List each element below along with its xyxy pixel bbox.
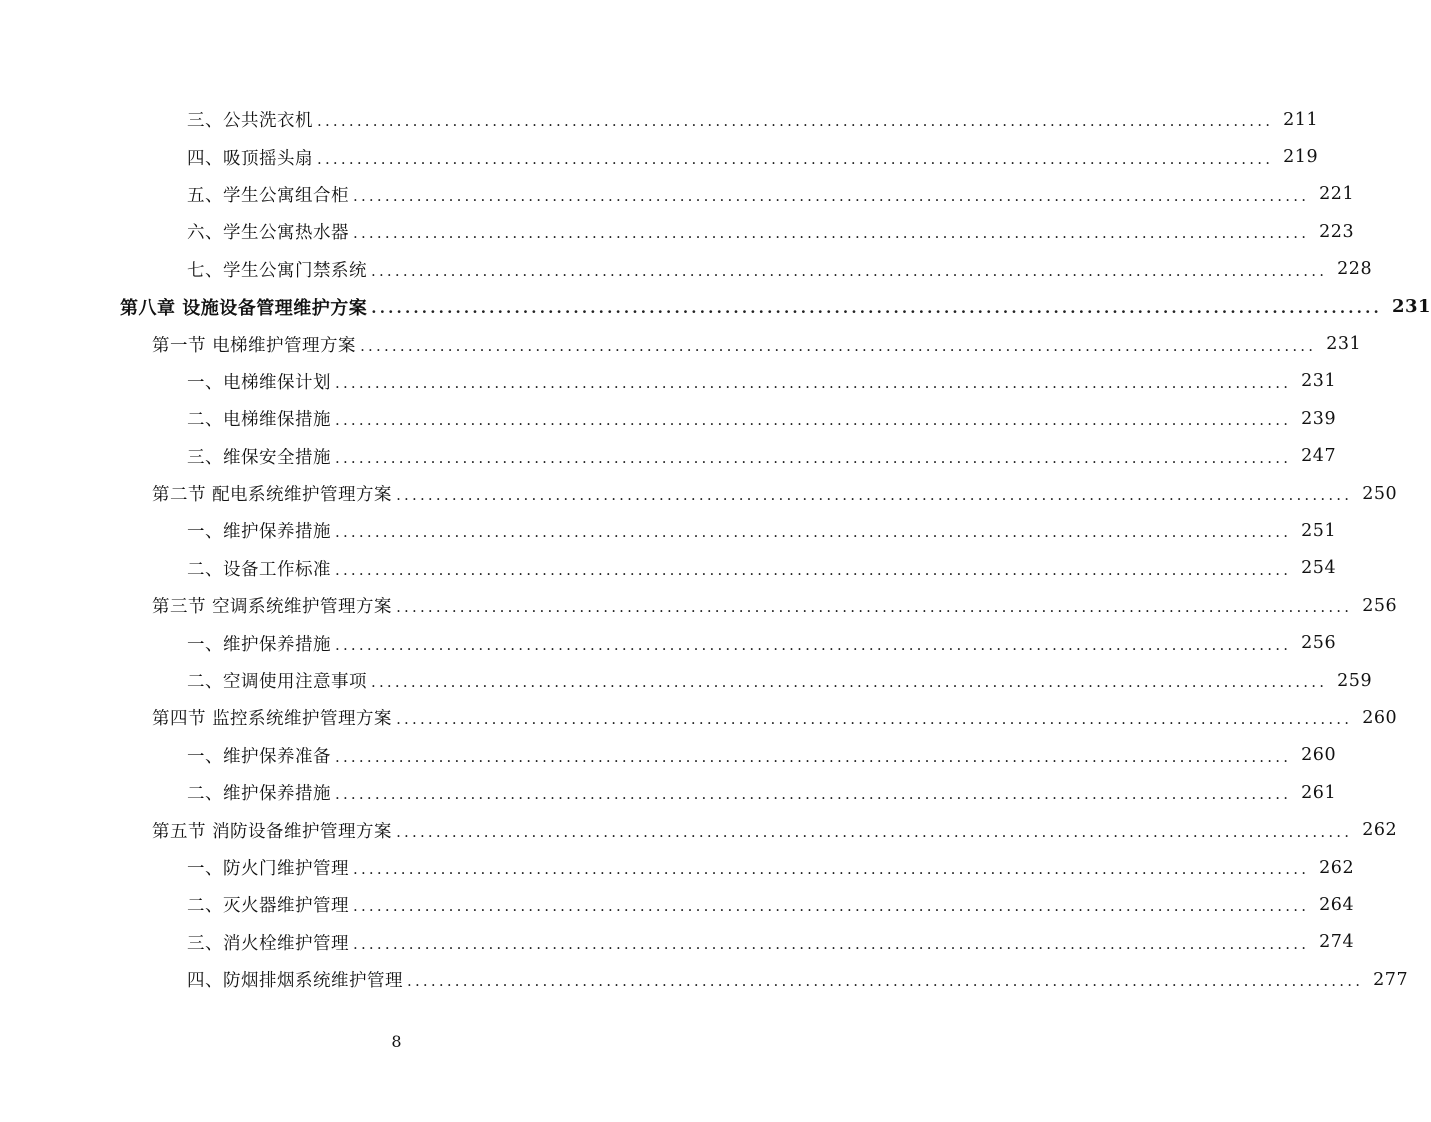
toc-entry-label: 七、学生公寓门禁系统 bbox=[187, 260, 367, 281]
toc-subsection-entry[interactable] bbox=[187, 213, 1355, 250]
toc-entry-page: 260 bbox=[1362, 707, 1398, 728]
toc-entry-page: 211 bbox=[1283, 109, 1319, 130]
toc-dot-leader: ........................................................................................................................ bbox=[396, 598, 1353, 617]
toc-dot-leader: ........................................................................................................................ bbox=[335, 747, 1292, 766]
toc-dot-leader: ........................................................................................................................ bbox=[371, 299, 1382, 318]
toc-entry-label: 四、防烟排烟系统维护管理 bbox=[187, 971, 403, 992]
toc-subsection-entry[interactable] bbox=[187, 662, 1373, 699]
toc-entry-label: 二、空调使用注意事项 bbox=[187, 672, 367, 693]
toc-entry-label: 第八章 设施设备管理维护方案 bbox=[120, 297, 368, 319]
toc-entry-page: 231 bbox=[1391, 296, 1431, 318]
toc-entry-label: 第一节 电梯维护管理方案 bbox=[152, 335, 357, 356]
toc-dot-leader: ........................................................................................................................ bbox=[335, 373, 1292, 392]
toc-subsection-entry[interactable] bbox=[187, 438, 1337, 475]
toc-entry-page: 274 bbox=[1319, 932, 1355, 953]
toc-dot-leader: ........................................................................................................................ bbox=[353, 934, 1310, 953]
toc-entry-label: 一、电梯维保计划 bbox=[187, 372, 331, 393]
toc-entry-label: 三、公共洗衣机 bbox=[187, 111, 313, 132]
toc-dot-leader: ........................................................................................................................ bbox=[335, 411, 1292, 430]
toc-entry-page: 261 bbox=[1301, 782, 1337, 803]
toc-entry-label: 第三节 空调系统维护管理方案 bbox=[152, 597, 393, 618]
toc-dot-leader: ........................................................................................................................ bbox=[335, 448, 1292, 467]
toc-entry-label: 二、设备工作标准 bbox=[187, 559, 331, 580]
toc-section-entry[interactable] bbox=[152, 811, 1398, 848]
toc-chapter-entry[interactable] bbox=[120, 288, 1431, 325]
toc-dot-leader: ........................................................................................................................ bbox=[371, 673, 1328, 692]
toc-subsection-entry[interactable] bbox=[187, 176, 1355, 213]
toc-entry-page: 262 bbox=[1319, 857, 1355, 878]
toc-entry-label: 一、防火门维护管理 bbox=[187, 859, 349, 879]
toc-entry-label: 四、吸顶摇头扇 bbox=[187, 148, 313, 169]
toc-subsection-entry[interactable] bbox=[187, 774, 1337, 811]
toc-subsection-entry[interactable] bbox=[187, 849, 1355, 886]
toc-entry-label: 二、电梯维保措施 bbox=[187, 410, 331, 431]
toc-subsection-entry[interactable] bbox=[187, 512, 1337, 549]
toc-section-entry[interactable] bbox=[152, 325, 1362, 362]
toc-dot-leader: ........................................................................................................................ bbox=[353, 186, 1310, 205]
toc-entry-page: 250 bbox=[1362, 483, 1398, 504]
toc-entry-page: 259 bbox=[1337, 670, 1373, 691]
toc-entry-label: 第五节 消防设备维护管理方案 bbox=[152, 821, 393, 842]
toc-entry-page: 277 bbox=[1373, 969, 1409, 990]
toc-entry-label: 三、维保安全措施 bbox=[187, 447, 331, 468]
toc-subsection-entry[interactable] bbox=[187, 886, 1355, 923]
toc-entry-page: 231 bbox=[1301, 371, 1337, 392]
toc-dot-leader: ........................................................................................................................ bbox=[317, 149, 1274, 168]
toc-subsection-entry[interactable] bbox=[187, 138, 1319, 175]
toc-dot-leader: ........................................................................................................................ bbox=[353, 860, 1310, 878]
toc-entry-page: 239 bbox=[1301, 408, 1337, 429]
toc-entry-page: 221 bbox=[1319, 184, 1355, 205]
page-number: 8 bbox=[391, 1032, 402, 1051]
toc-dot-leader: ........................................................................................................................ bbox=[396, 710, 1353, 729]
table-of-contents bbox=[0, 101, 1431, 998]
toc-subsection-entry[interactable] bbox=[187, 961, 1409, 998]
toc-entry-label: 二、灭火器维护管理 bbox=[187, 896, 349, 917]
toc-subsection-entry[interactable] bbox=[187, 101, 1319, 138]
toc-entry-page: 256 bbox=[1362, 595, 1398, 616]
toc-entry-label: 一、维护保养措施 bbox=[187, 634, 331, 655]
toc-subsection-entry[interactable] bbox=[187, 737, 1337, 774]
toc-entry-page: 228 bbox=[1337, 259, 1373, 280]
toc-entry-page: 251 bbox=[1301, 520, 1337, 541]
toc-entry-label: 五、学生公寓组合柜 bbox=[187, 185, 349, 206]
toc-dot-leader: ........................................................................................................................ bbox=[396, 822, 1353, 841]
toc-entry-page: 262 bbox=[1362, 820, 1398, 841]
toc-section-entry[interactable] bbox=[152, 475, 1398, 512]
toc-dot-leader: ........................................................................................................................ bbox=[335, 523, 1292, 542]
toc-entry-label: 第四节 监控系统维护管理方案 bbox=[152, 709, 393, 730]
toc-dot-leader: ........................................................................................................................ bbox=[371, 261, 1328, 280]
toc-dot-leader: ........................................................................................................................ bbox=[317, 112, 1274, 131]
toc-dot-leader: ........................................................................................................................ bbox=[407, 972, 1364, 991]
toc-dot-leader: ........................................................................................................................ bbox=[335, 560, 1292, 579]
toc-entry-page: 254 bbox=[1301, 558, 1337, 579]
toc-dot-leader: ........................................................................................................................ bbox=[353, 224, 1310, 243]
toc-entry-label: 第二节 配电系统维护管理方案 bbox=[152, 485, 393, 506]
toc-dot-leader: ........................................................................................................................ bbox=[360, 336, 1317, 355]
toc-subsection-entry[interactable] bbox=[187, 924, 1355, 961]
toc-entry-label: 六、学生公寓热水器 bbox=[187, 223, 349, 244]
toc-subsection-entry[interactable] bbox=[187, 251, 1373, 288]
toc-subsection-entry[interactable] bbox=[187, 363, 1337, 400]
toc-entry-page: 247 bbox=[1301, 446, 1337, 467]
toc-section-entry[interactable] bbox=[152, 699, 1398, 736]
toc-dot-leader: ........................................................................................................................ bbox=[335, 785, 1292, 804]
toc-dot-leader: ........................................................................................................................ bbox=[353, 897, 1310, 916]
toc-subsection-entry[interactable] bbox=[187, 624, 1337, 661]
toc-entry-label: 三、消火栓维护管理 bbox=[187, 933, 349, 954]
toc-entry-page: 231 bbox=[1326, 334, 1362, 355]
toc-entry-page: 260 bbox=[1301, 745, 1337, 766]
toc-entry-label: 一、维护保养准备 bbox=[187, 746, 331, 767]
toc-entry-page: 256 bbox=[1301, 633, 1337, 654]
toc-entry-page: 219 bbox=[1283, 147, 1319, 168]
toc-entry-page: 223 bbox=[1319, 221, 1355, 242]
toc-dot-leader: ........................................................................................................................ bbox=[335, 635, 1292, 654]
toc-subsection-entry[interactable] bbox=[187, 400, 1337, 437]
toc-section-entry[interactable] bbox=[152, 587, 1398, 624]
toc-dot-leader: ........................................................................................................................ bbox=[396, 486, 1353, 505]
toc-subsection-entry[interactable] bbox=[187, 550, 1337, 587]
toc-entry-page: 264 bbox=[1319, 894, 1355, 915]
toc-entry-label: 一、维护保养措施 bbox=[187, 522, 331, 543]
toc-entry-label: 二、维护保养措施 bbox=[187, 784, 331, 805]
